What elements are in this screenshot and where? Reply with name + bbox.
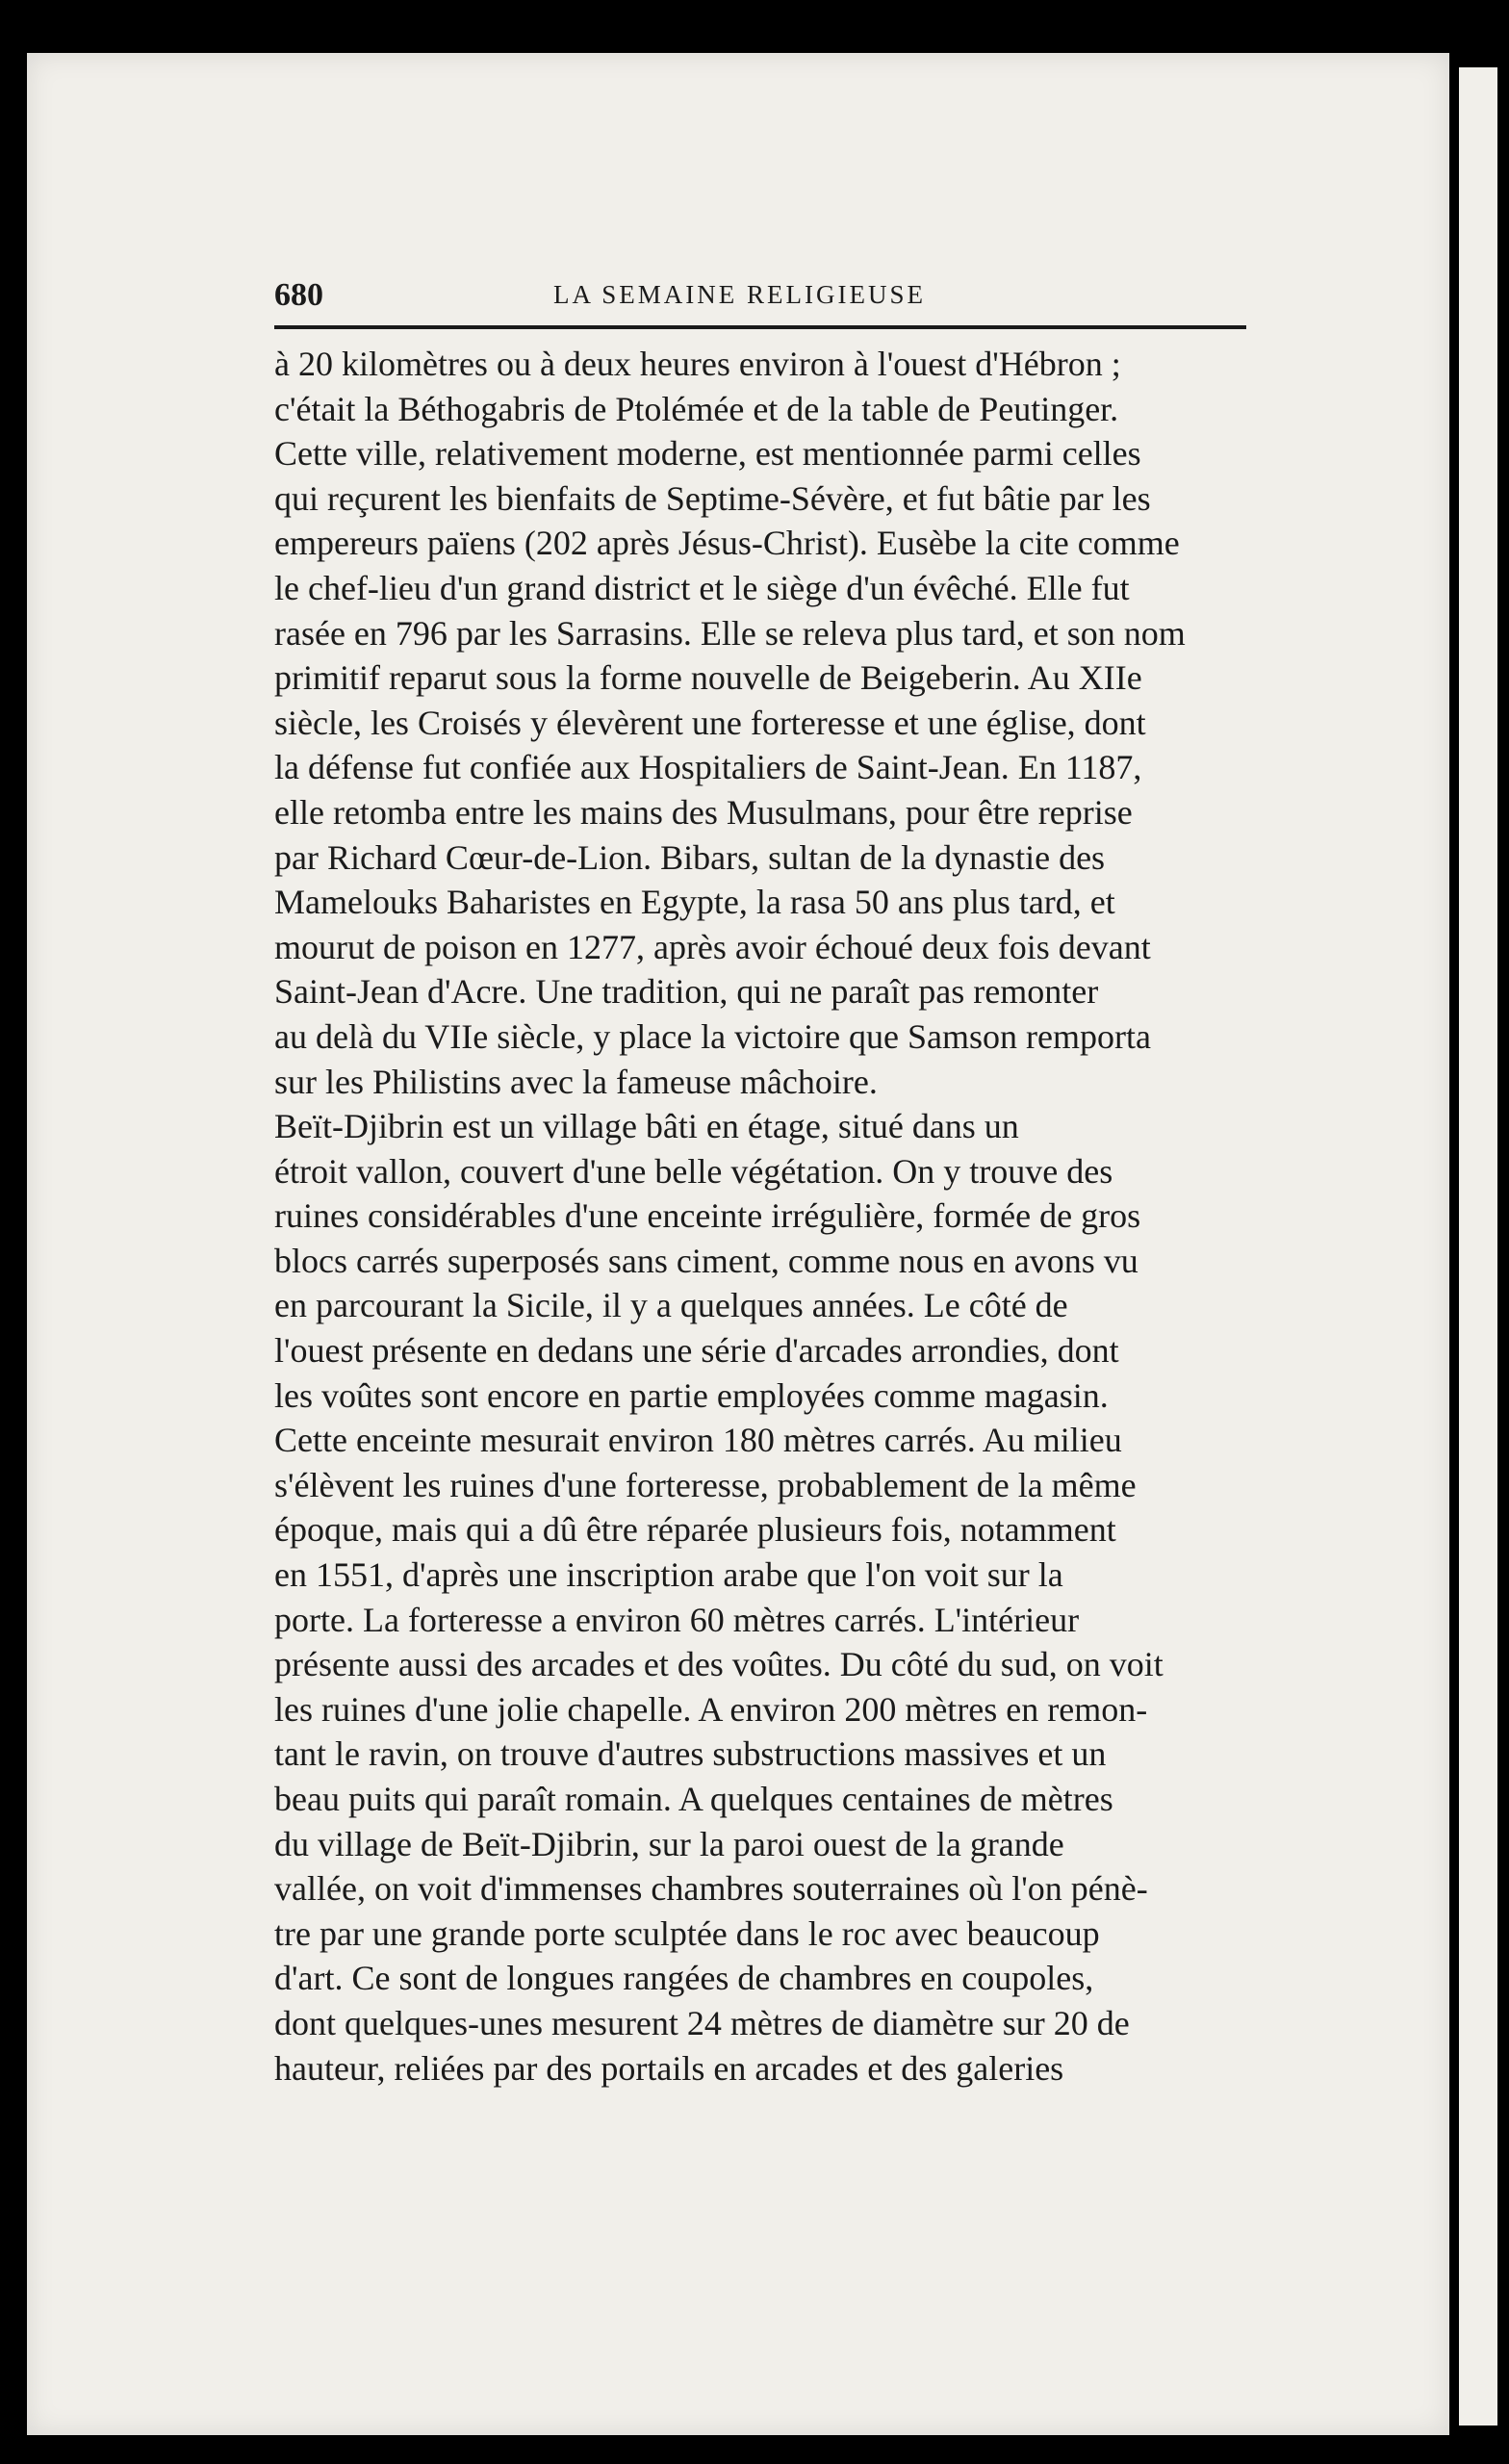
text-line: rasée en 796 par les Sarrasins. Elle se releva plus tard, et son nom — [274, 613, 1186, 653]
text-line: d'art. Ce sont de longues rangées de chambres en coupoles, — [274, 1959, 1094, 1998]
text-line: à 20 kilomètres ou à deux heures environ à l'ouest d'Hébron ; — [274, 345, 1121, 383]
text-line: blocs carrés superposés sans ciment, comme nous en avons vu — [274, 1241, 1138, 1280]
header-rule — [274, 325, 1246, 329]
text-line: c'était la Béthogabris de Ptolémée et de la table de Peutinger. — [274, 389, 1119, 428]
text-line: empereurs païens (202 après Jésus-Christ). Eusèbe la cite comme — [274, 524, 1180, 563]
text-line: hauteur, reliées par des portails en arcades et des galeries — [274, 2048, 1064, 2088]
text-line: les voûtes sont encore en partie employées comme magasin. — [274, 1375, 1109, 1415]
text-line: qui reçurent les bienfaits de Septime-Sévère, et fut bâtie par les — [274, 478, 1151, 518]
text-line: du village de Beït-Djibrin, sur la paroi ouest de la grande — [274, 1824, 1064, 1863]
text-line: Cette ville, relativement moderne, est mentionnée parmi celles — [274, 434, 1141, 474]
text-line: porte. La forteresse a environ 60 mètres carrés. L'intérieur — [274, 1600, 1080, 1639]
page-number: 680 — [274, 277, 323, 313]
text-line: l'ouest présente en dedans une série d'arcades arrondies, dont — [274, 1331, 1119, 1371]
text-line: vallée, on voit d'immenses chambres souterraines où l'on pénè- — [274, 1869, 1148, 1909]
page-header-title: LA SEMAINE RELIGIEUSE — [553, 280, 926, 309]
text-line: au delà du VIIe siècle, y place la victoire que Samson remporta — [274, 1016, 1151, 1056]
text-line: le chef-lieu d'un grand district et le siège d'un évêché. Elle fut — [274, 568, 1130, 607]
text-line: elle retomba entre les mains des Musulmans, pour être reprise — [274, 792, 1133, 832]
text-line: en parcourant la Sicile, il y a quelques années. Le côté de — [274, 1286, 1068, 1325]
body-text — [274, 342, 1275, 2091]
text-line: présente aussi des arcades et des voûtes. Du côté du sud, on voit — [274, 1645, 1164, 1684]
text-line: primitif reparut sous la forme nouvelle de Beigeberin. Au XIIe — [274, 658, 1142, 698]
adjacent-page-edge — [1459, 67, 1497, 2426]
text-line: beau puits qui paraît romain. A quelques centaines de mètres — [274, 1780, 1113, 1818]
text-line: par Richard Cœur-de-Lion. Bibars, sultan de la dynastie des — [274, 837, 1106, 877]
running-head — [274, 277, 1246, 316]
text-line: en 1551, d'après une inscription arabe que l'on voit sur la — [274, 1555, 1063, 1595]
text-line: Cette enceinte mesurait environ 180 mètres carrés. Au milieu — [274, 1421, 1122, 1460]
text-line: Mamelouks Baharistes en Egypte, la rasa 50 ans plus tard, et — [274, 883, 1115, 922]
text-line: mourut de poison en 1277, après avoir échoué deux fois devant — [274, 927, 1151, 966]
text-line: s'élèvent les ruines d'une forteresse, probablement de la même — [274, 1465, 1137, 1504]
text-line: tre par une grande porte sculptée dans le roc avec beaucoup — [274, 1913, 1100, 1953]
text-line: siècle, les Croisés y élevèrent une forteresse et une église, dont — [274, 703, 1146, 742]
text-line: Beït-Djibrin est un village bâti en étage, situé dans un — [274, 1107, 1019, 1146]
text-line: sur les Philistins avec la fameuse mâchoire. — [274, 1062, 878, 1101]
text-line: dont quelques-unes mesurent 24 mètres de diamètre sur 20 de — [274, 2003, 1130, 2042]
text-line: Saint-Jean d'Acre. Une tradition, qui ne paraît pas remonter — [274, 972, 1099, 1012]
text-line: époque, mais qui a dû être réparée plusieurs fois, notamment — [274, 1510, 1116, 1550]
text-line: ruines considérables d'une enceinte irrégulière, formée de gros — [274, 1196, 1141, 1236]
text-line: tant le ravin, on trouve d'autres substructions massives et un — [274, 1734, 1107, 1774]
text-line: étroit vallon, couvert d'une belle végétation. On y trouve des — [274, 1151, 1113, 1191]
text-line: les ruines d'une jolie chapelle. A environ 200 mètres en remon- — [274, 1689, 1148, 1729]
text-line: la défense fut confiée aux Hospitaliers de Saint-Jean. En 1187, — [274, 748, 1142, 787]
